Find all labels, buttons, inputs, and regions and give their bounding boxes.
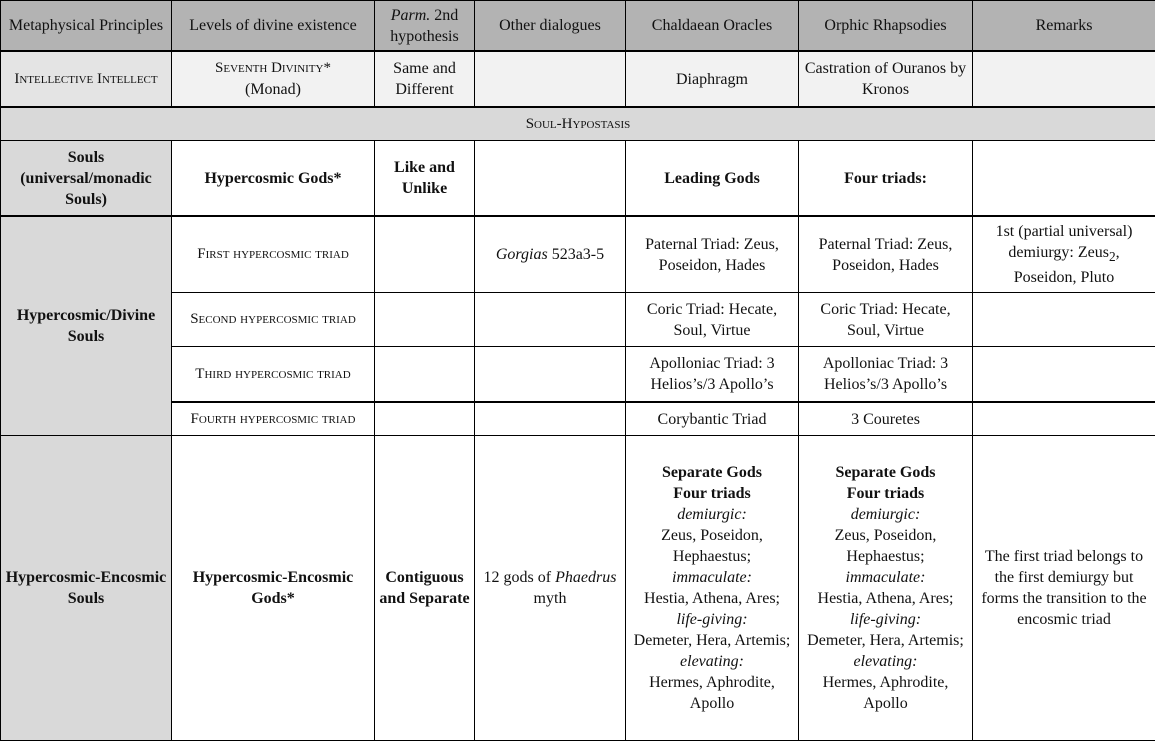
table-row	[1, 402, 1155, 436]
god-line: Hestia, Athena, Ares;	[802, 588, 969, 609]
table-row	[1, 141, 1155, 217]
god-line: Zeus, Poseidon, Hephaestus;	[629, 525, 795, 567]
cell-other	[475, 51, 626, 107]
cell-remarks	[973, 51, 1155, 107]
header-orphic: Orphic Rhapsodies	[799, 1, 973, 52]
cell-parm: Contiguous and Separate	[375, 436, 475, 741]
header-remarks: Remarks	[973, 1, 1155, 52]
cell-chaldaean: Paternal Triad: Zeus, Poseidon, Hades	[626, 216, 799, 293]
god-line: elevating:	[629, 651, 795, 672]
cell-level: First hypercosmic triad	[172, 216, 375, 293]
dialogue-title: Gorgias	[496, 246, 548, 263]
cell-parm: Like and Unlike	[375, 141, 475, 217]
cell-other	[475, 141, 626, 217]
cell-orphic: Castration of Ouranos by Kronos	[799, 51, 973, 107]
cell-level: Second hypercosmic triad	[172, 293, 375, 347]
god-line: Hermes, Aphrodite, Apollo	[629, 672, 795, 714]
cell-other	[475, 293, 626, 347]
cell-remarks	[973, 141, 1155, 217]
god-line: life-giving:	[802, 609, 969, 630]
header-row	[1, 1, 1155, 52]
cell-remarks	[973, 402, 1155, 436]
header-principles: Metaphysical Principles	[1, 1, 172, 52]
cell-parm	[375, 293, 475, 347]
cell-principle: Souls (universal/monadic Souls)	[1, 141, 172, 217]
table-row	[1, 51, 1155, 107]
cell-orphic	[799, 436, 973, 741]
god-line: Separate Gods	[629, 462, 795, 483]
header-levels: Levels of divine existence	[172, 1, 375, 52]
header-parm	[375, 1, 475, 52]
cell-orphic: Apolloniac Triad: 3 Helios’s/3 Apollo’s	[799, 347, 973, 403]
section-row	[1, 107, 1155, 141]
cell-parm: Same and Different	[375, 51, 475, 107]
cell-chaldaean: Apolloniac Triad: 3 Helios’s/3 Apollo’s	[626, 347, 799, 403]
cell-level: Hypercosmic-Encosmic Gods*	[172, 436, 375, 741]
god-line: Four triads	[802, 483, 969, 504]
cell-parm	[375, 216, 475, 293]
parm-hypothesis: 2nd hypothesis	[390, 7, 458, 45]
table-row	[1, 436, 1155, 741]
god-line: demiurgic:	[629, 504, 795, 525]
other-a: 12 gods of	[484, 569, 556, 586]
god-line: immaculate:	[629, 567, 795, 588]
table-row	[1, 293, 1155, 347]
cell-level: Third hypercosmic triad	[172, 347, 375, 403]
other-b: myth	[534, 590, 567, 607]
cell-remarks: The first triad belongs to the first demiurgy but forms the transition to the encosmic triad	[973, 436, 1155, 741]
god-line: Demeter, Hera, Artemis;	[629, 630, 795, 651]
section-title: Soul-Hypostasis	[1, 107, 1155, 141]
remarks-sub: 2	[1109, 249, 1116, 264]
god-line: Demeter, Hera, Artemis;	[802, 630, 969, 651]
cell-remarks	[973, 216, 1155, 293]
cell-orphic: Four triads:	[799, 141, 973, 217]
cell-chaldaean: Leading Gods	[626, 141, 799, 217]
cell-parm	[375, 347, 475, 403]
header-other: Other dialogues	[475, 1, 626, 52]
parm-label: Parm.	[391, 7, 431, 24]
cell-orphic: Paternal Triad: Zeus, Poseidon, Hades	[799, 216, 973, 293]
level-sub: (Monad)	[175, 79, 371, 100]
table-row	[1, 216, 1155, 293]
god-line: Hestia, Athena, Ares;	[629, 588, 795, 609]
cell-chaldaean: Diaphragm	[626, 51, 799, 107]
cell-level: Hypercosmic Gods*	[172, 141, 375, 217]
cell-chaldaean: Coric Triad: Hecate, Soul, Virtue	[626, 293, 799, 347]
god-line: Hermes, Aphrodite, Apollo	[802, 672, 969, 714]
cell-remarks	[973, 347, 1155, 403]
cell-chaldaean	[626, 436, 799, 741]
cell-orphic: Coric Triad: Hecate, Soul, Virtue	[799, 293, 973, 347]
god-line: immaculate:	[802, 567, 969, 588]
cell-parm	[375, 402, 475, 436]
dialogue-title: Phaedrus	[555, 569, 616, 586]
cell-principle: Hypercosmic-Encosmic Souls	[1, 436, 172, 741]
god-line: demiurgic:	[802, 504, 969, 525]
cell-level	[172, 51, 375, 107]
cell-chaldaean: Corybantic Triad	[626, 402, 799, 436]
god-line: Zeus, Poseidon, Hephaestus;	[802, 525, 969, 567]
cell-orphic: 3 Couretes	[799, 402, 973, 436]
dialogue-ref: 523a3-5	[548, 246, 604, 263]
table-row	[1, 347, 1155, 403]
cell-other	[475, 436, 626, 741]
remarks-b: , Poseidon, Pluto	[1014, 244, 1120, 286]
god-line: elevating:	[802, 651, 969, 672]
cell-remarks	[973, 293, 1155, 347]
cell-other	[475, 402, 626, 436]
cell-other	[475, 216, 626, 293]
god-line: life-giving:	[629, 609, 795, 630]
header-chaldaean: Chaldaean Oracles	[626, 1, 799, 52]
cell-other	[475, 347, 626, 403]
cell-principle: Hypercosmic/Divine Souls	[1, 216, 172, 436]
remarks-a: 1st (partial universal) demiurgy: Zeus	[996, 223, 1133, 261]
god-line: Four triads	[629, 483, 795, 504]
cell-level: Fourth hypercosmic triad	[172, 402, 375, 436]
god-line: Separate Gods	[802, 462, 969, 483]
level-text: Seventh Divinity*	[175, 58, 371, 79]
cell-principle: Intellective Intellect	[1, 51, 172, 107]
